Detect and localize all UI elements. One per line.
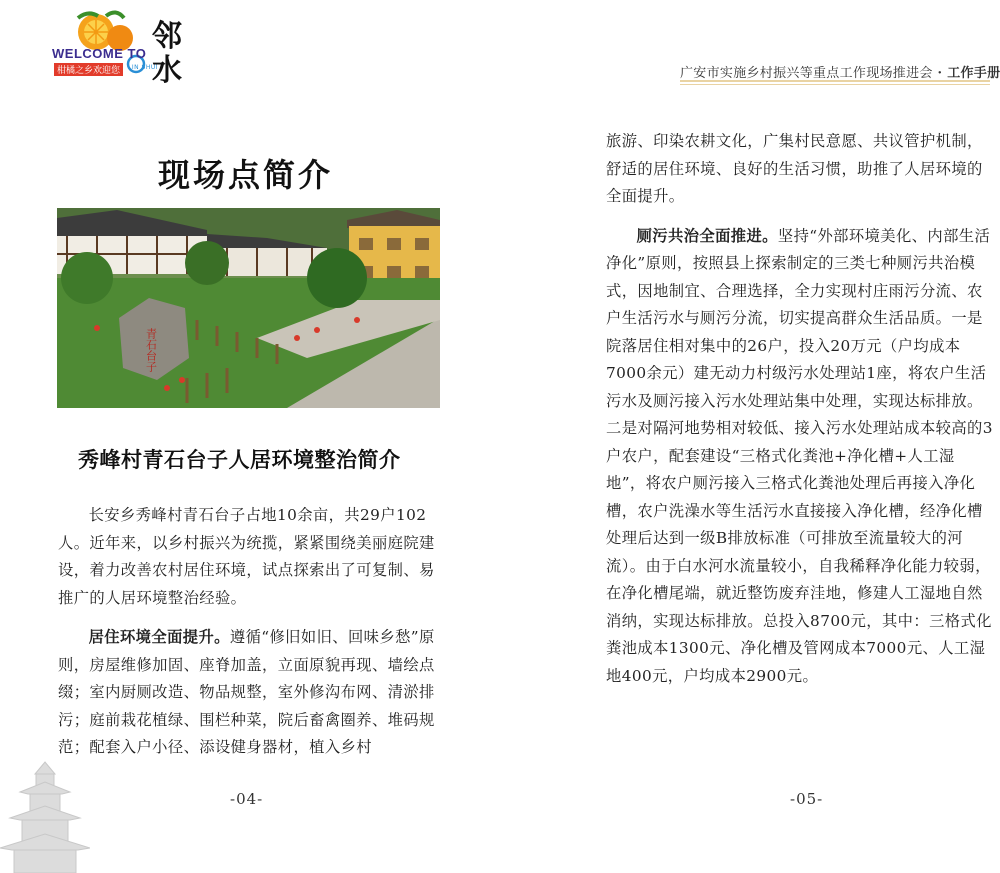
logo-city-name: 邻水 [152, 19, 182, 88]
manual-header: 广安市实施乡村振兴等重点工作现场推进会 · 工作手册 [680, 66, 1000, 81]
page-number-left: -04- [230, 790, 264, 808]
right-body-text [606, 128, 994, 690]
paragraph-body: 坚持“外部环境美化、内部生活净化”原则，按照县上探索制定的三类七种厕污共治模式，因地制宜、合理选择，全力实现村庄雨污分流、农户生活污水与厕污分流，切实提高群众生活品质。一是院落居住相对集中的26户，投入20万元（户均成本7000余元）建无动力村级污水处理站1座，将农户生活污水及厕污接入污水处理站集中处理，实现达标排放。二是对隔河地势相对较低、接入污水处理站成本较高的3户农户，配套建设“三格式化粪池+净化槽+人工湿地”，将农户厕污接入三格式化粪池处理后再接入净化槽，农户洗澡水等生活污水直接接入净化槽，经净化槽处理后达到一级B排放标准（可排放至流量较大的河流）。由于白水河水流量较小，自我稀释净化能力较弱，在净化槽尾端，就近整饬废弃洼地，修建人工湿地自然消纳，实现达标排放。总投入8700元，其中：三格式化粪池成本1300元、净化槽及管网成本7000元、人工湿地400元，户均成本2900元。 [606, 226, 993, 685]
paragraph-intro: 长安乡秀峰村青石台子占地10余亩，共29户102人。近年来，以乡村振兴为统揽，紧紧围绕美丽庭院建设，着力改善农村居住环境，试点探索出了可复制、易推广的人居环境整治经验。 [58, 506, 435, 607]
header-rule [680, 80, 990, 82]
logo-welcome-text: WELCOME TO [52, 46, 147, 61]
article-title: 秀峰村青石台子人居环境整治简介 [78, 447, 401, 472]
paragraph-heading: 居住环境全面提升。 [88, 628, 230, 646]
stone-inscription: 青石台子 [144, 328, 158, 372]
paragraph-living-environment [58, 624, 450, 762]
manual-suffix: 工作手册 [947, 66, 1000, 81]
logo-subtitle: 柑橘之乡欢迎您 [54, 63, 123, 76]
logo-linshui-text: LIN SHUI [128, 64, 158, 71]
paragraph-continued: 旅游、印染农耕文化，广集村民意愿、共议管护机制，舒适的居住环境、良好的生活习惯，助推了人居环境的全面提升。 [606, 132, 983, 205]
paragraph-heading: 厕污共治全面推进。 [636, 226, 778, 245]
page-number-right: -05- [790, 790, 824, 808]
paragraph-toilet-sewage [606, 223, 994, 691]
section-title: 现场点简介 [158, 156, 334, 194]
pagoda-watermark-icon [0, 758, 90, 873]
left-body-text [58, 502, 450, 762]
paragraph-body: 遵循“修旧如旧、回味乡愁”原则，房屋维修加固、座脊加盖，立面原貌再现、墙绘点缀；室内厨厕改造、物品规整，室外修沟布网、清淤排污；庭前栽花植绿、围栏种菜，院后畜禽圈养、堆码规范；配套入户小径、添设健身器材，植入乡村 [58, 628, 435, 756]
village-photo [57, 208, 440, 408]
manual-title: 广安市实施乡村振兴等重点工作现场推进会 [680, 66, 933, 81]
header-rule-thin [680, 84, 990, 85]
